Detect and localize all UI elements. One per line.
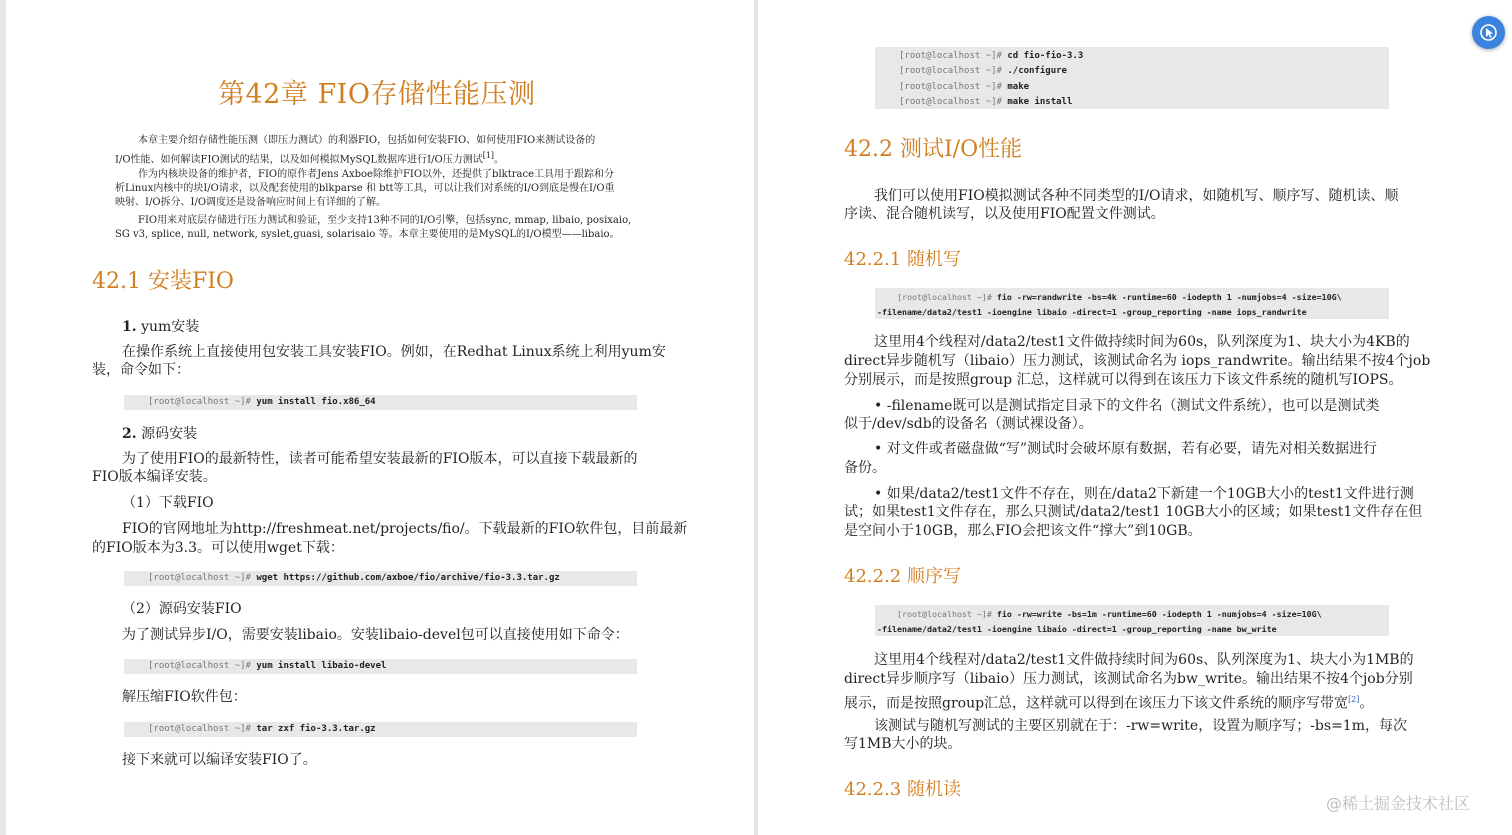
code-line: [root@localhost ~]# ./configure	[899, 66, 1067, 76]
code-block	[875, 288, 1389, 319]
code-line: [root@localhost ~]# yum install libaio-devel	[148, 661, 387, 671]
abstract-line: 映射、I/O拆分、I/O调度还是设备响应时间上有详细的了解。	[115, 197, 387, 208]
code-line: [root@localhost ~]# make	[899, 82, 1030, 92]
paragraph-line: 序读、混合随机读写，以及使用FIO配置文件测试。	[844, 206, 1165, 222]
paragraph-line: 这里用4个线程对/data2/test1文件做持续时间为60s、队列深度为1、块大小为1MB的	[874, 652, 1414, 668]
code-block	[124, 722, 637, 737]
code-line: [root@localhost ~]# make install	[899, 97, 1073, 107]
left-page	[6, 0, 754, 835]
paragraph-line: 展示，而是按照group汇总，这样就可以得到在该压力下该文件系统的顺序写带宽[2]。	[844, 695, 1374, 712]
paragraph-line: 这里用4个线程对/data2/test1文件做持续时间为60s，队列深度为1、块大小为4KB的	[874, 334, 1410, 350]
abstract-line: SG v3, splice, null, network, syslet,guasi, solarisaio 等。本章主要使用的是MySQL的I/O模型——libaio。	[115, 229, 620, 240]
bullet-item: • 如果/data2/test1文件不存在，则在/data2下新建一个10GB大小的test1文件进行测	[874, 486, 1414, 502]
code-block	[875, 47, 1389, 109]
code-line: -filename/data2/test1 -ioengine libaio -direct=1 -group_reporting -name bw_write	[877, 624, 1277, 634]
paragraph-line: 写1MB大小的块。	[844, 736, 962, 752]
bullet-item: 试；如果test1文件存在，那么只测试/data2/test1 10GB大小的区域；如果test1文件存在但	[844, 504, 1423, 520]
paragraph-line: 解压缩FIO软件包：	[122, 689, 247, 705]
paragraph-line: FIO版本编译安装。	[92, 469, 217, 485]
abstract-line: 作为内核块设备的维护者，FIO的原作者Jens Axboe除维护FIO以外，还提供了blktrace工具用于跟踪和分	[138, 169, 614, 180]
bullet-item: • 对文件或者磁盘做“写”测试时会破坏原有数据，若有必要，请先对相关数据进行	[874, 441, 1378, 457]
right-page	[758, 0, 1512, 835]
paragraph-line: 为了使用FIO的最新特性，读者可能希望安装最新的FIO版本，可以直接下载最新的	[122, 451, 638, 467]
watermark: @稀土掘金技术社区	[1326, 794, 1471, 813]
floating-action-button[interactable]	[1472, 16, 1505, 49]
step-heading: 1. yum安装	[122, 319, 200, 335]
code-line: [root@localhost ~]# wget https://github.com/axboe/fio/archive/fio-3.3.tar.gz	[148, 573, 560, 583]
footnote-ref[interactable]: [1]	[482, 151, 495, 160]
step-heading: 2. 源码安装	[122, 426, 198, 442]
paragraph-line: 在操作系统上直接使用包安装工具安装FIO。例如，在Redhat Linux系统上利用yum安	[122, 344, 666, 360]
code-line: [root@localhost ~]# tar zxf fio-3.3.tar.gz	[148, 724, 376, 734]
paragraph-line: FIO的官网地址为http://freshmeat.net/projects/fio/。下载最新的FIO软件包，目前最新	[122, 521, 688, 537]
section-title: 42.2 测试I/O性能	[844, 137, 1023, 162]
paragraph-line: 装，命令如下：	[92, 362, 190, 378]
abstract-line: 析Linux内核中的块I/O请求，以及配套使用的blkparse 和 btt等工具，可以让我们对系统的I/O到底是慢在I/O重	[115, 183, 615, 194]
cursor-icon	[1479, 23, 1498, 42]
subheading: （1）下载FIO	[122, 495, 214, 511]
code-block	[875, 605, 1389, 636]
subheading: （2）源码安装FIO	[122, 601, 242, 617]
abstract-line: I/O性能、如何解读FIO测试的结果，以及如何模拟MySQL数据库进行I/O压力测试[1]。	[115, 151, 505, 166]
paragraph-line: 该测试与随机写测试的主要区别就在于：-rw=write，设置为顺序写；-bs=1m，每次	[874, 718, 1407, 734]
paragraph-line: 接下来就可以编译安装FIO了。	[122, 752, 317, 768]
paragraph-line: 我们可以使用FIO模拟测试各种不同类型的I/O请求，如随机写、顺序写、随机读、顺	[874, 188, 1399, 204]
bullet-item: 备份。	[844, 460, 886, 476]
bullet-item: • -filename既可以是测试指定目录下的文件名（测试文件系统），也可以是测试类	[874, 398, 1380, 414]
bullet-item: 是空间小于10GB，那么FIO会把该文件“撑大”到10GB。	[844, 523, 1202, 539]
code-line: [root@localhost ~]# cd fio-fio-3.3	[899, 51, 1084, 61]
subsection-title: 42.2.1 随机写	[844, 249, 961, 270]
code-block	[124, 659, 637, 674]
paragraph-line: 为了测试异步I/O，需要安装libaio。安装libaio-devel包可以直接使用如下命令：	[122, 627, 629, 643]
paragraph-line: direct异步顺序写（libaio）压力测试，该测试命名为bw_write。输出结果不按4个job分别	[844, 671, 1413, 687]
code-block	[124, 571, 637, 586]
paragraph-line: direct异步随机写（libaio）压力测试，该测试命名为 iops_randwrite。输出结果不按4个job	[844, 353, 1431, 369]
abstract-line: 本章主要介绍存储性能压测（即压力测试）的利器FIO，包括如何安装FIO、如何使用FIO来测试设备的	[138, 135, 596, 146]
abstract-line: FIO用来对底层存储进行压力测试和验证，至少支持13种不同的I/O引擎，包括sync, mmap, libaio, posixaio,	[138, 215, 632, 226]
code-line: [root@localhost ~]# fio -rw=randwrite -bs=4k -runtime=60 -iodepth 1 -numjobs=4 -size=10G\	[897, 292, 1342, 302]
paragraph-line: 的FIO版本为3.3。可以使用wget下载：	[92, 540, 344, 556]
subsection-title: 42.2.3 随机读	[844, 779, 961, 800]
paragraph-line: 分别展示，而是按照group 汇总，这样就可以得到在该压力下该文件系统的随机写IOPS。	[844, 372, 1403, 388]
code-line: [root@localhost ~]# fio -rw=write -bs=1m -runtime=60 -iodepth 1 -numjobs=4 -size=10G\	[897, 609, 1322, 619]
chapter-title: 第42章 FIO存储性能压测	[218, 79, 536, 110]
bullet-item: 似于/dev/sdb的设备名（测试裸设备）。	[844, 416, 1093, 432]
code-line: -filename/data2/test1 -ioengine libaio -direct=1 -group_reporting -name iops_randwrite	[877, 307, 1307, 317]
code-line: [root@localhost ~]# yum install fio.x86_64	[148, 397, 376, 407]
footnote-ref[interactable]: [2]	[1348, 695, 1360, 704]
subsection-title: 42.2.2 顺序写	[844, 566, 961, 587]
code-block	[124, 395, 637, 410]
section-title: 42.1 安装FIO	[92, 269, 234, 294]
